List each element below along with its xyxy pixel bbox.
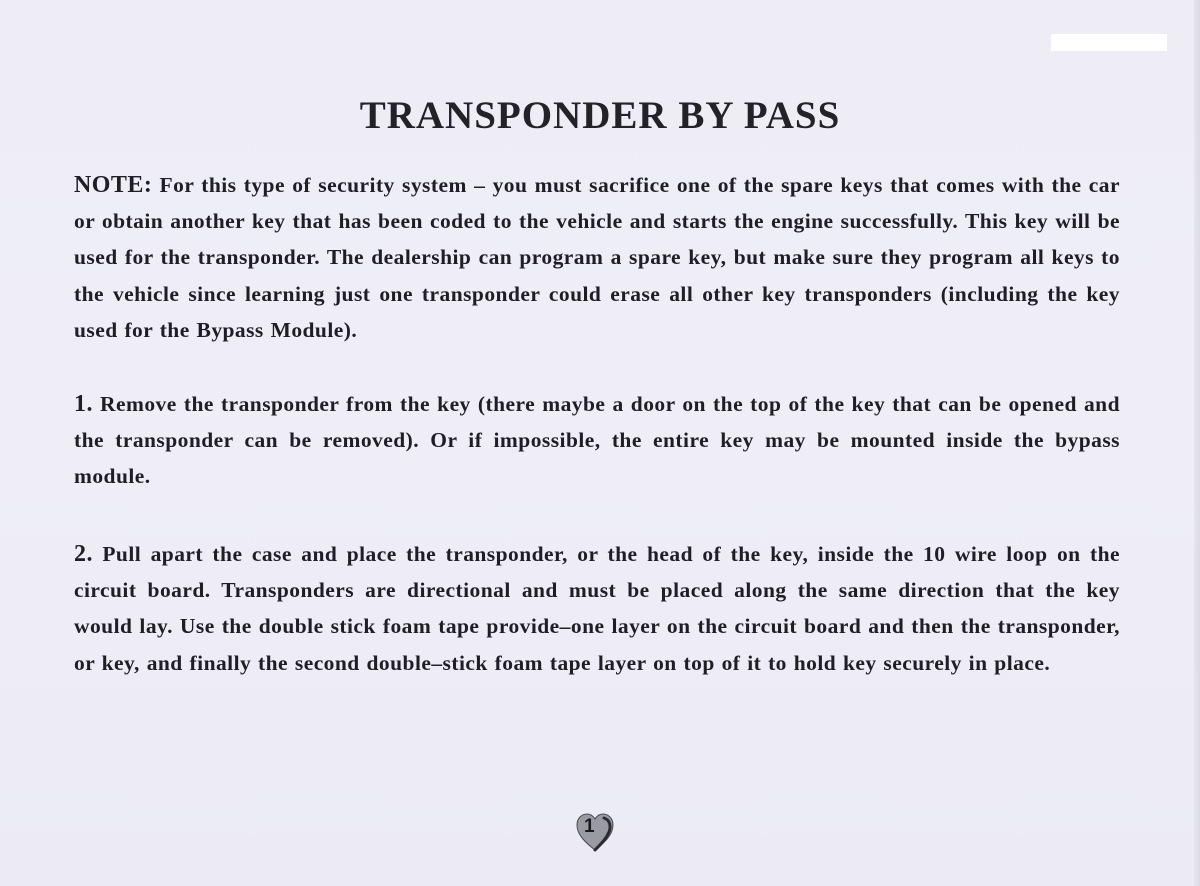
step-2-text: Pull apart the case and place the transponder, or the head of the key, inside the 10 wire loop on the circuit board. Transponders are directional and must be placed along the same direction that the key would lay. Use the double stick foam tape provide–one layer on the circuit board and then the transponder, or key, and finally the second double–stick foam tape layer on top of it to hold key securely in place. <box>74 542 1120 675</box>
note-paragraph <box>74 167 1120 348</box>
note-text: For this type of security system – you must sacrifice one of the spare keys that comes with the car or obtain another key that has been coded to the vehicle and starts the engine successfully. This key will be used for the transponder. The dealership can program a spare key, but make sure they program all keys to the vehicle since learning just one transponder could erase all other key transponders (including the key used for the Bypass Module). <box>74 173 1120 342</box>
page-number-badge <box>574 810 616 854</box>
step-2-number: 2. <box>74 541 93 567</box>
heart-icon <box>574 810 616 854</box>
page-number: 1 <box>584 816 595 837</box>
step-1-text: Remove the transponder from the key (there maybe a door on the top of the key that can be opened and the transponder can be removed). Or if impossible, the entire key may be mounted inside the bypass module. <box>74 392 1120 489</box>
page-title: TRANSPONDER BY PASS <box>359 94 841 137</box>
white-tab-mark <box>1051 34 1167 51</box>
step-1-number: 1. <box>74 391 93 417</box>
note-label: NOTE: <box>74 172 153 198</box>
step-1-paragraph <box>74 386 1120 495</box>
step-2-paragraph <box>74 536 1120 681</box>
